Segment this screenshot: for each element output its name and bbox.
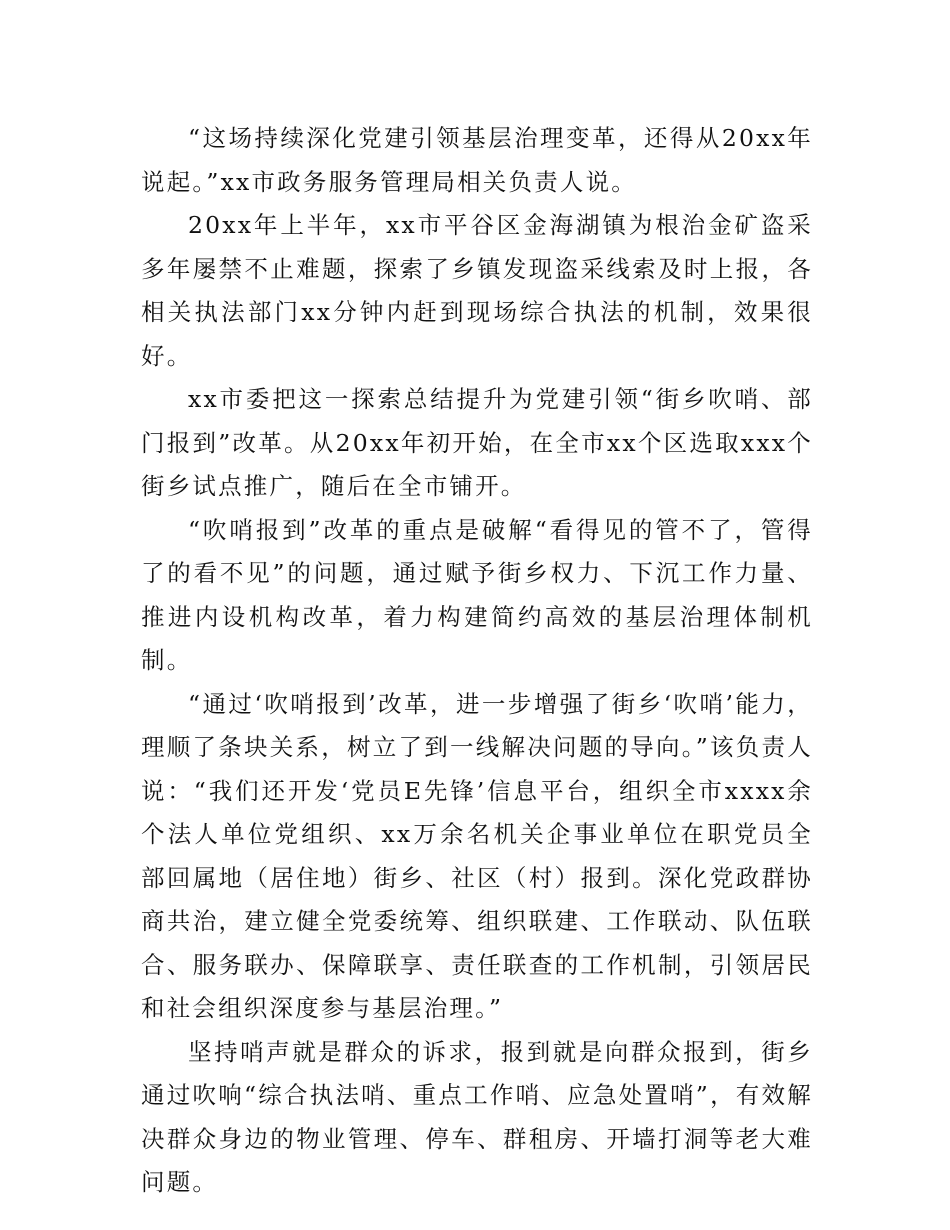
paragraph-5: “通过‘吹哨报到’改革，进一步增强了街乡‘吹哨’能力，理顺了条块关系，树立了到一线解决问题的导向。”该负责人说：“我们还开发‘党员E先锋’信息平台，组织全市xxxx余个法人单位党组织、xx万余名机关企事业单位在职党员全部回属地（居住地）街乡、社区（村）报到。深化党政群协商共治，建立健全党委统筹、组织联建、工作联动、队伍联合、服务联办、保障联享、责任联查的工作机制，引领居民和社会组织深度参与基层治理。”	[141, 689, 813, 1022]
paragraph-2: 20xx年上半年，xx市平谷区金海湖镇为根治金矿盗采多年屡禁不止难题，探索了乡镇发现盗采线索及时上报，各相关执法部门xx分钟内赶到现场综合执法的机制，效果很好。	[141, 211, 813, 370]
document-body	[141, 117, 813, 1205]
paragraph-3: xx市委把这一探索总结提升为党建引领“街乡吹哨、部门报到”改革。从20xx年初开始，在全市xx个区选取xxx个街乡试点推广，随后在全市铺开。	[141, 385, 813, 500]
paragraph-4: “吹哨报到”改革的重点是破解“看得见的管不了，管得了的看不见”的问题，通过赋予街乡权力、下沉工作力量、推进内设机构改革，着力构建简约高效的基层治理体制机制。	[141, 515, 813, 674]
paragraph-6: 坚持哨声就是群众的诉求，报到就是向群众报到，街乡通过吹响“综合执法哨、重点工作哨、应急处置哨”，有效解决群众身边的物业管理、停车、群租房、开墙打洞等老大难问题。	[141, 1037, 813, 1196]
paragraph-1: “这场持续深化党建引领基层治理变革，还得从20xx年说起。”xx市政务服务管理局相关负责人说。	[141, 124, 813, 196]
